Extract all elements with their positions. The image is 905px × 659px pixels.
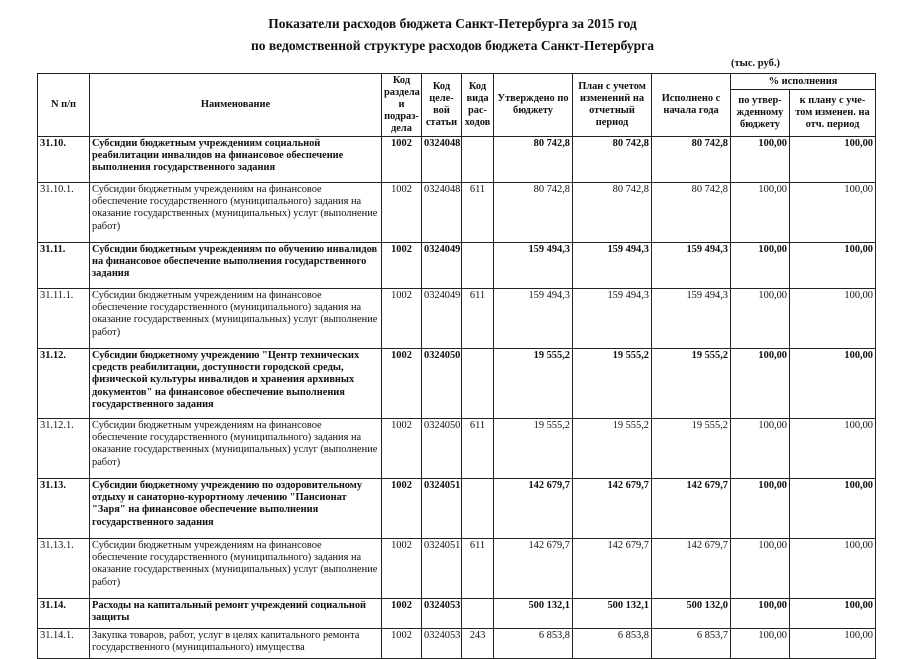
row-plan: 80 742,8 <box>573 137 652 183</box>
row-utv: 142 679,7 <box>494 539 573 599</box>
row-num: 31.11. <box>38 243 90 289</box>
row-pct-budget: 100,00 <box>731 183 790 243</box>
row-pct-budget: 100,00 <box>731 479 790 539</box>
row-name: Расходы на капитальный ремонт учреждений социальной защиты <box>90 599 382 629</box>
document-subtitle: по ведомственной структуре расходов бюджета Санкт-Петербурга <box>250 38 655 53</box>
row-plan: 80 742,8 <box>573 183 652 243</box>
row-plan: 6 853,8 <box>573 629 652 659</box>
row-num: 31.13. <box>38 479 90 539</box>
row-statya: 0324053 <box>422 599 462 629</box>
col-statya-header: Код целе-вой статьи <box>422 74 462 137</box>
row-name: Субсидии бюджетным учреждениям социальной реабилитации инвалидов на финансовое обеспечение выполнения государственного задания <box>90 137 382 183</box>
row-razdel: 1002 <box>382 599 422 629</box>
table-row <box>38 137 876 183</box>
row-vid <box>462 349 494 419</box>
row-vid <box>462 599 494 629</box>
row-razdel: 1002 <box>382 243 422 289</box>
row-isp: 159 494,3 <box>652 289 731 349</box>
row-isp: 159 494,3 <box>652 243 731 289</box>
row-name: Субсидии бюджетным учреждениям на финансовое обеспечение государственного (муниципального) задания на оказание государственных (муниципальных) услуг (выполнение работ) <box>90 183 382 243</box>
row-name: Субсидии бюджетным учреждениям по обучению инвалидов на финансовое обеспечение выполнения государственного задания <box>90 243 382 289</box>
row-vid: 611 <box>462 419 494 479</box>
row-razdel: 1002 <box>382 349 422 419</box>
row-pct-budget: 100,00 <box>731 419 790 479</box>
row-pct-plan: 100,00 <box>790 419 876 479</box>
row-statya: 0324049 <box>422 289 462 349</box>
table-body <box>38 137 876 659</box>
budget-table <box>37 73 876 659</box>
row-num: 31.14.1. <box>38 629 90 659</box>
row-isp: 80 742,8 <box>652 137 731 183</box>
units-label: (тыс. руб.) <box>731 58 780 69</box>
table-row <box>38 289 876 349</box>
row-razdel: 1002 <box>382 479 422 539</box>
row-isp: 6 853,7 <box>652 629 731 659</box>
row-statya: 0324050 <box>422 349 462 419</box>
document-title: Показатели расходов бюджета Санкт-Петербурга за 2015 год <box>268 16 637 31</box>
row-isp: 142 679,7 <box>652 479 731 539</box>
row-isp: 80 742,8 <box>652 183 731 243</box>
table-row <box>38 349 876 419</box>
row-num: 31.10. <box>38 137 90 183</box>
row-num: 31.12.1. <box>38 419 90 479</box>
row-utv: 142 679,7 <box>494 479 573 539</box>
row-plan: 159 494,3 <box>573 289 652 349</box>
table-row <box>38 539 876 599</box>
col-num-header: N п/п <box>38 74 90 137</box>
row-razdel: 1002 <box>382 289 422 349</box>
table-row <box>38 629 876 659</box>
row-isp: 19 555,2 <box>652 349 731 419</box>
row-statya: 0324048 <box>422 137 462 183</box>
row-pct-plan: 100,00 <box>790 539 876 599</box>
row-pct-budget: 100,00 <box>731 243 790 289</box>
row-vid: 611 <box>462 289 494 349</box>
row-isp: 19 555,2 <box>652 419 731 479</box>
row-name: Субсидии бюджетным учреждениям на финансовое обеспечение государственного (муниципального) задания на оказание государственных (муниципальных) услуг (выполнение работ) <box>90 539 382 599</box>
row-num: 31.10.1. <box>38 183 90 243</box>
table-header <box>38 74 876 137</box>
row-vid: 611 <box>462 539 494 599</box>
row-vid: 611 <box>462 183 494 243</box>
col-name-header: Наименование <box>90 74 382 137</box>
row-razdel: 1002 <box>382 629 422 659</box>
row-razdel: 1002 <box>382 419 422 479</box>
row-pct-budget: 100,00 <box>731 539 790 599</box>
row-num: 31.14. <box>38 599 90 629</box>
row-utv: 80 742,8 <box>494 183 573 243</box>
row-name: Субсидии бюджетному учреждению "Центр технических средств реабилитации, доступности городской среды, физической культуры инвалидов и хранения архивных документов" на финансовое обеспечение выполнения государственного задания <box>90 349 382 419</box>
row-vid <box>462 243 494 289</box>
row-vid <box>462 479 494 539</box>
row-name: Субсидии бюджетным учреждениям на финансовое обеспечение государственного (муниципального) задания на оказание государственных (муниципальных) услуг (выполнение работ) <box>90 419 382 479</box>
row-plan: 500 132,1 <box>573 599 652 629</box>
row-utv: 500 132,1 <box>494 599 573 629</box>
table-row <box>38 243 876 289</box>
row-isp: 142 679,7 <box>652 539 731 599</box>
col-vid-header: Код вида рас-ходов <box>462 74 494 137</box>
row-pct-budget: 100,00 <box>731 599 790 629</box>
row-pct-plan: 100,00 <box>790 183 876 243</box>
row-pct-budget: 100,00 <box>731 349 790 419</box>
row-plan: 159 494,3 <box>573 243 652 289</box>
row-utv: 6 853,8 <box>494 629 573 659</box>
row-vid <box>462 137 494 183</box>
row-statya: 0324050 <box>422 419 462 479</box>
table-row <box>38 479 876 539</box>
row-pct-plan: 100,00 <box>790 289 876 349</box>
col-pct-budget-header: по утвер-жденному бюджету <box>731 90 790 137</box>
row-num: 31.11.1. <box>38 289 90 349</box>
row-plan: 142 679,7 <box>573 539 652 599</box>
row-plan: 142 679,7 <box>573 479 652 539</box>
row-vid: 243 <box>462 629 494 659</box>
col-pct-group-header: % исполнения <box>731 74 876 90</box>
table-row <box>38 183 876 243</box>
row-statya: 0324051 <box>422 539 462 599</box>
row-pct-plan: 100,00 <box>790 629 876 659</box>
row-razdel: 1002 <box>382 183 422 243</box>
row-plan: 19 555,2 <box>573 419 652 479</box>
row-num: 31.13.1. <box>38 539 90 599</box>
row-name: Закупка товаров, работ, услуг в целях капитального ремонта государственного (муниципального) имущества <box>90 629 382 659</box>
row-statya: 0324049 <box>422 243 462 289</box>
table-row <box>38 599 876 629</box>
row-statya: 0324051 <box>422 479 462 539</box>
row-num: 31.12. <box>38 349 90 419</box>
row-razdel: 1002 <box>382 539 422 599</box>
col-utv-header: Утверждено по бюджету <box>494 74 573 137</box>
col-isp-header: Исполнено с начала года <box>652 74 731 137</box>
row-pct-plan: 100,00 <box>790 599 876 629</box>
row-isp: 500 132,0 <box>652 599 731 629</box>
row-pct-budget: 100,00 <box>731 629 790 659</box>
row-pct-budget: 100,00 <box>731 289 790 349</box>
row-pct-plan: 100,00 <box>790 137 876 183</box>
row-pct-budget: 100,00 <box>731 137 790 183</box>
row-pct-plan: 100,00 <box>790 479 876 539</box>
row-utv: 19 555,2 <box>494 419 573 479</box>
table-row <box>38 419 876 479</box>
row-statya: 0324048 <box>422 183 462 243</box>
row-utv: 19 555,2 <box>494 349 573 419</box>
col-razdel-header: Код раздела и подраз-дела <box>382 74 422 137</box>
row-utv: 159 494,3 <box>494 289 573 349</box>
row-utv: 80 742,8 <box>494 137 573 183</box>
row-name: Субсидии бюджетному учреждению по оздоровительному отдыху и санаторно-курортному лечению "Пансионат "Заря" на финансовое обеспечение выполнения государственного задания <box>90 479 382 539</box>
row-utv: 159 494,3 <box>494 243 573 289</box>
row-razdel: 1002 <box>382 137 422 183</box>
row-pct-plan: 100,00 <box>790 349 876 419</box>
row-statya: 0324053 <box>422 629 462 659</box>
col-plan-header: План с учетом изменений на отчетный период <box>573 74 652 137</box>
row-name: Субсидии бюджетным учреждениям на финансовое обеспечение государственного (муниципального) задания на оказание государственных (муниципальных) услуг (выполнение работ) <box>90 289 382 349</box>
row-plan: 19 555,2 <box>573 349 652 419</box>
col-pct-plan-header: к плану с уче-том изменен. на отч. период <box>790 90 876 137</box>
row-pct-plan: 100,00 <box>790 243 876 289</box>
